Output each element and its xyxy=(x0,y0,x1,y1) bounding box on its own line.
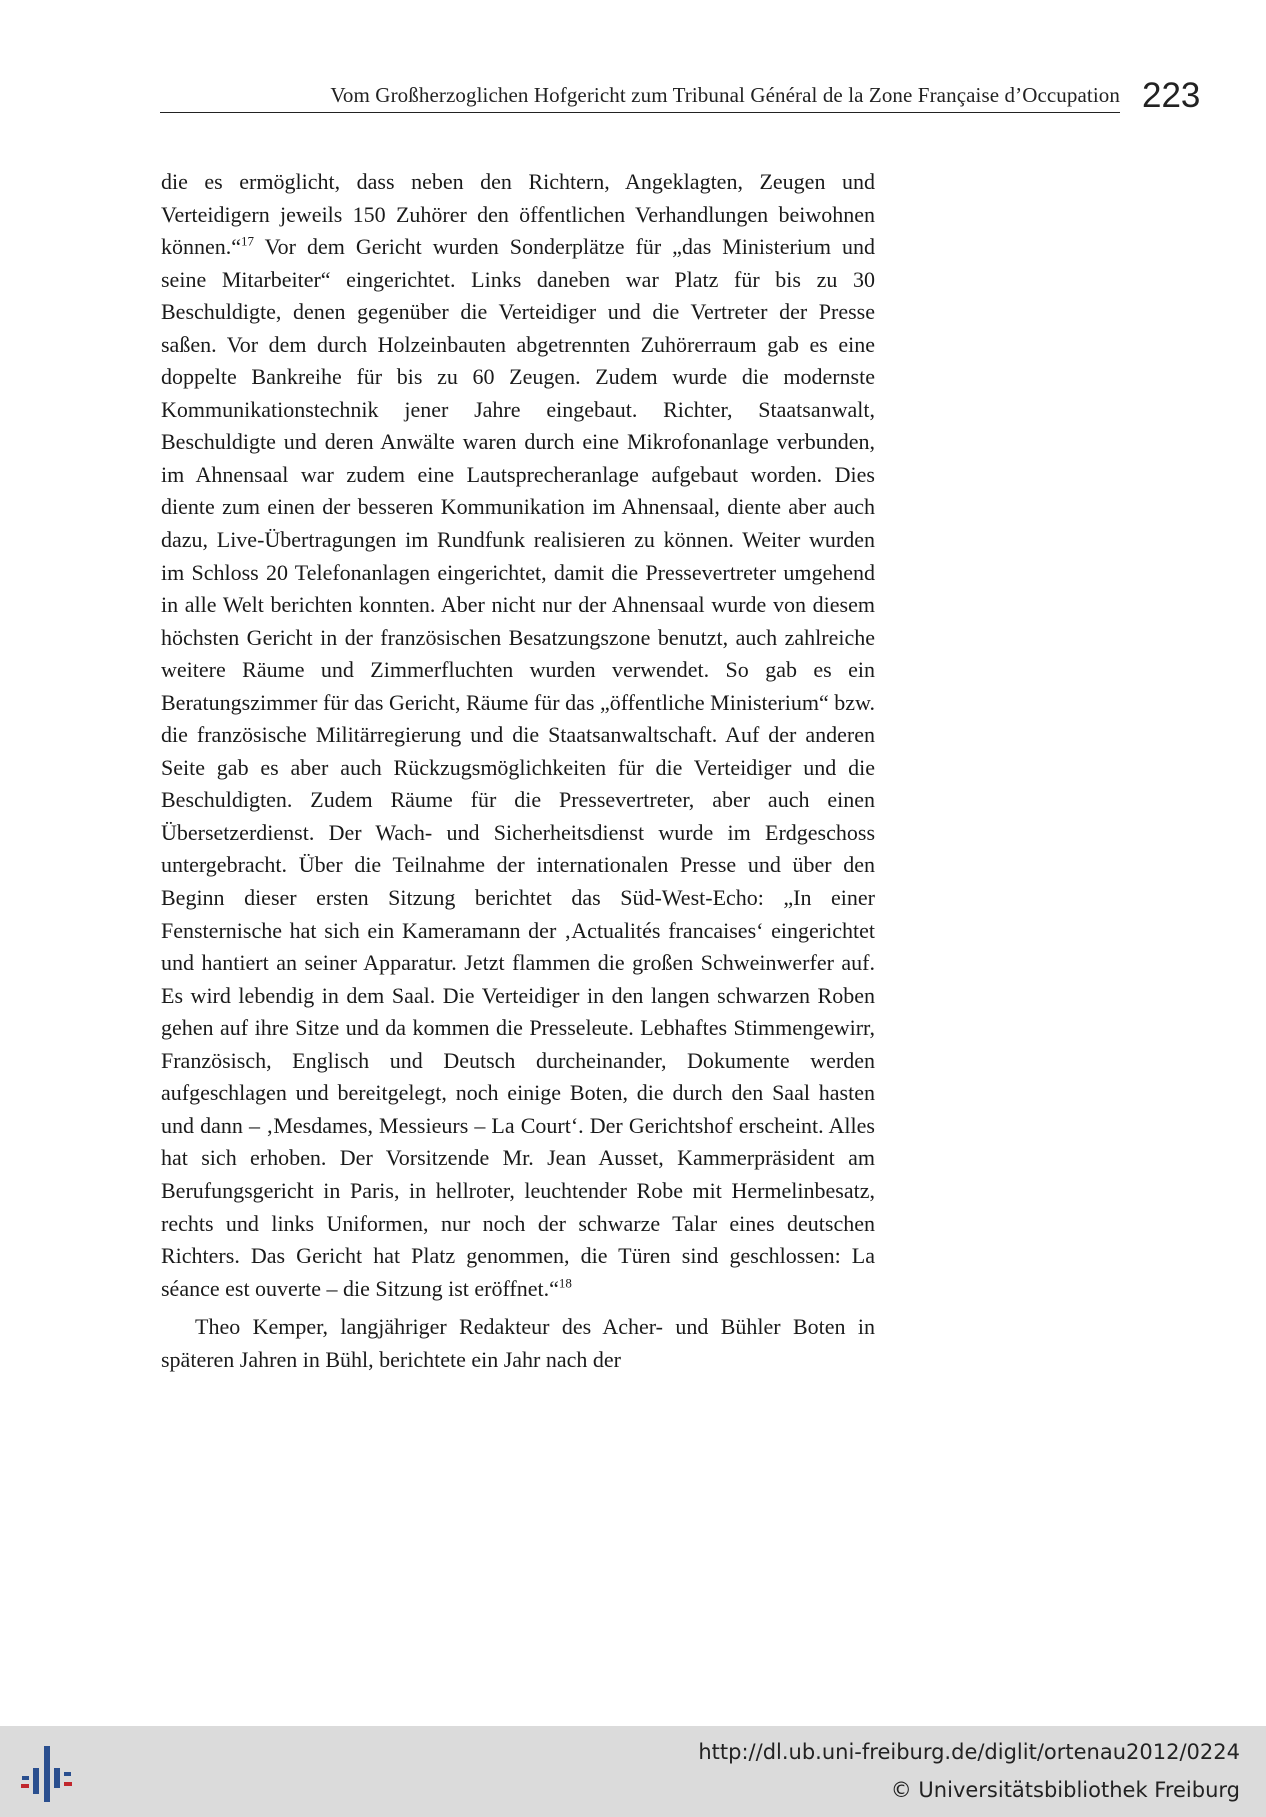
footnote-ref-18[interactable]: 18 xyxy=(558,1275,572,1291)
paragraph-1 xyxy=(161,166,875,1305)
footnote-ref-17[interactable]: 17 xyxy=(241,233,255,249)
running-title: Vom Großherzoglichen Hofgericht zum Tribunal Général de la Zone Française d’Occupation xyxy=(330,83,1120,107)
running-head xyxy=(160,74,1120,113)
footer-url-link[interactable]: http://dl.ub.uni-freiburg.de/diglit/ortenau2012/0224 xyxy=(698,1740,1240,1764)
footer-bar xyxy=(0,1726,1266,1817)
paragraph-2: Theo Kemper, langjähriger Redakteur des Acher- und Bühler Boten in späteren Jahren in Bühl, berichtete ein Jahr nach der xyxy=(161,1314,875,1372)
page-number: 223 xyxy=(1142,76,1201,115)
ub-freiburg-logo-icon xyxy=(14,1742,78,1806)
footer-copyright: © Universitätsbibliothek Freiburg xyxy=(890,1778,1240,1802)
paragraph-1-part-a: die es ermöglicht, dass neben den Richtern, Angeklagten, Zeugen und Verteidigern jeweils 150 Zuhörer den öffentlichen Verhandlungen beiwohnen können.“ xyxy=(161,169,875,260)
paragraph-1-part-b: Vor dem Gericht wurden Sonderplätze für „das Ministerium und seine Mitarbeiter“ eingerichtet. Links daneben war Platz für bis zu 30 Beschuldigte, denen gegenüber die Verteidiger und die Vertreter der Presse saßen. Vor dem durch Holzeinbauten abgetrennten Zuhörerraum gab es eine doppelte Bankreihe für bis zu 60 Zeugen. Zudem wurde die modernste Kommunikationstechnik jener Jahre eingebaut. Richter, Staatsanwalt, Beschuldigte und deren Anwälte waren durch eine Mikrofonanlage verbunden, im Ahnensaal war zudem eine Lautsprecheranlage aufgebaut worden. Dies diente zum einen der besseren Kommunikation im Ahnensaal, diente aber auch dazu, Live-Übertragungen im Rundfunk realisieren zu können. Weiter wurden im Schloss 20 Telefonanlagen eingerichtet, damit die Pressevertreter umgehend in alle Welt berichten konnten. Aber nicht nur der Ahnensaal wurde von diesem höchsten Gericht in der französischen Besatzungszone benutzt, auch zahlreiche weitere Räume und Zimmerfluchten wurden verwendet. So gab es ein Beratungszimmer für das Gericht, Räume für das „öffentliche Ministerium“ bzw. die französische Militärregierung und die Staatsanwaltschaft. Auf der anderen Seite gab es aber auch Rückzugsmöglichkeiten für die Verteidiger und die Beschuldigten. Zudem Räume für die Pressevertreter, aber auch einen Übersetzerdienst. Der Wach- und Sicherheitsdienst wurde im Erdgeschoss untergebracht. Über die Teilnahme der internationalen Presse und über den Beginn dieser ersten Sitzung berichtet das Süd-West-Echo: „In einer Fensternische hat sich ein Kameramann der ‚Actualités francaises‘ eingerichtet und hantiert an seiner Apparatur. Jetzt flammen die großen Schweinwerfer auf. Es wird lebendig in dem Saal. Die Verteidiger in den langen schwarzen Roben gehen auf ihre Sitze und da kommen die Presseleute. Lebhaftes Stimmengewirr, Französisch, Englisch und Deutsch durcheinander, Dokumente werden aufgeschlagen und bereitgelegt, noch einige Boten, die durch den Saal hasten und dann – ‚Mesdames, Messieurs – La Court‘. Der Gerichtshof erscheint. Alles hat sich erhoben. Der Vorsitzende Mr. Jean Ausset, Kammerpräsident am Berufungsgericht in Paris, in hellroter, leuchtender Robe mit Hermelinbesatz, rechts und links Uniformen, nur noch der schwarze Talar eines deutschen Richters. Das Gericht hat Platz genommen, die Türen sind geschlossen: La séance est ouverte – die Sitzung ist eröffnet.“ xyxy=(161,234,875,1301)
body-text xyxy=(161,166,875,1376)
